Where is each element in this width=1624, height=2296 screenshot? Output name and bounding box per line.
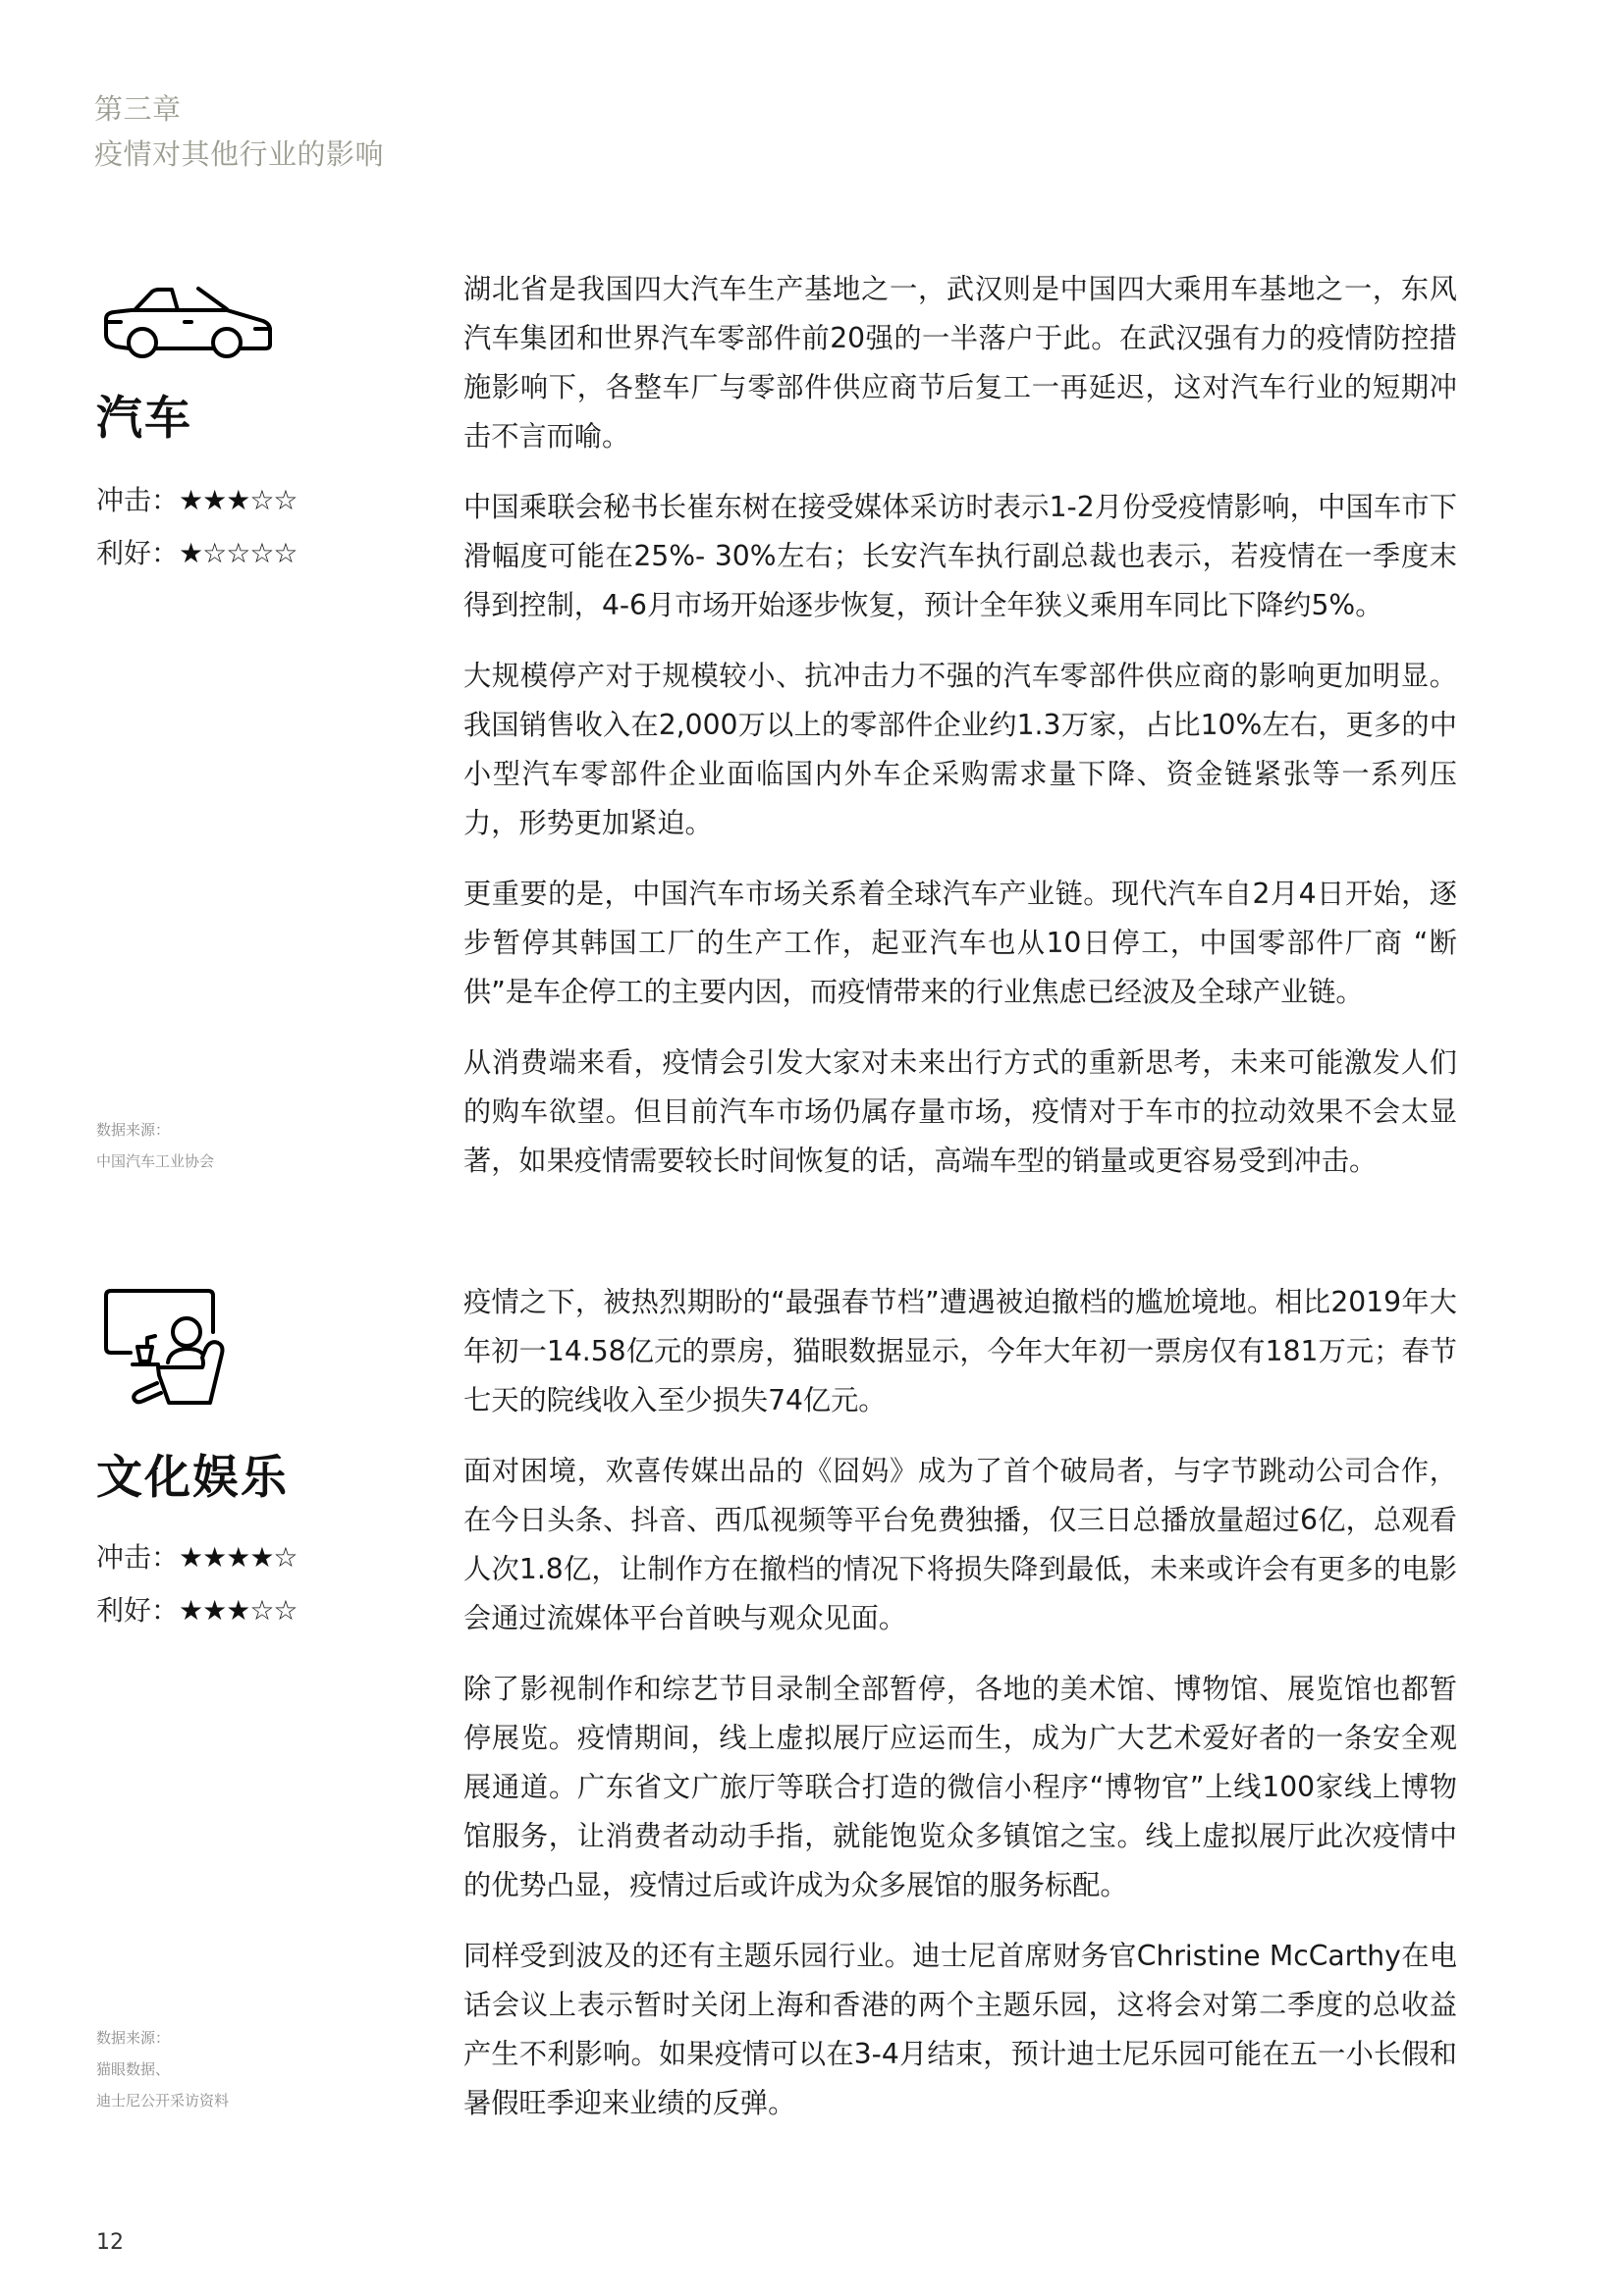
data-source-note [96,1114,214,1177]
section-automobile-body [463,265,1457,1207]
impact-rating [96,474,410,527]
benefit-label: 利好： [96,1594,180,1627]
data-source-item: 迪士尼公开采访资料 [96,2092,230,2109]
data-source-note [96,2022,229,2116]
car-icon [96,278,283,366]
paragraph: 面对困境，欢喜传媒出品的《囧妈》成为了首个破局者，与字节跳动公司合作，在今日头条、抖音、西瓜视频等平台免费独播，仅三日总播放量超过6亿，总观看人次1.8亿，让制作方在撤档的情况下将损失降到最低，未来或许会有更多的电影会通过流媒体平台首映与观众见面。 [463,1455,1457,1634]
data-source-label: 数据来源： [96,1121,171,1139]
rating-block [96,1531,410,1637]
impact-label: 冲击： [96,1541,180,1574]
chapter-subtitle: 疫情对其他行业的影响 [94,137,385,171]
paragraph: 大规模停产对于规模较小、抗冲击力不强的汽车零部件供应商的影响更加明显。我国销售收入在2,000万以上的零部件企业约1.3万家，占比10%左右，更多的中小型汽车零部件企业面临国内外车企采购需求量下降、资金链紧张等一系列压力，形势更加紧迫。 [463,660,1457,839]
paragraph: 湖北省是我国四大汽车生产基地之一，武汉则是中国四大乘用车基地之一，东风汽车集团和世界汽车零部件前20强的一半落户于此。在武汉强有力的疫情防控措施影响下，各整车厂与零部件供应商节后复工一再延迟，这对汽车行业的短期冲击不言而喻。 [463,273,1457,453]
star-rating-icon: ★★★★☆ [179,1541,298,1574]
benefit-rating [96,527,410,580]
chapter-header [94,86,384,177]
star-rating-icon: ★★★☆☆ [179,484,298,516]
impact-label: 冲击： [96,484,180,516]
data-source-label: 数据来源： [96,2029,171,2047]
chapter-number: 第三章 [94,92,182,126]
benefit-rating [96,1584,410,1637]
paragraph: 除了影视制作和综艺节目录制全部暂停，各地的美术馆、博物馆、展览馆也都暂停展览。疫情期间，线上虚拟展厅应运而生，成为广大艺术爱好者的一条安全观展通道。广东省文广旅厅等联合打造的微信小程序“博物官”上线100家线上博物馆服务，让消费者动动手指，就能饱览众多镇馆之宝。线上虚拟展厅此次疫情中的优势凸显，疫情过后或许成为众多展馆的服务标配。 [463,1673,1457,1901]
impact-rating [96,1531,410,1584]
section-title: 汽车 [96,392,192,446]
section-title: 文化娱乐 [96,1451,289,1505]
benefit-label: 利好： [96,537,180,569]
section-entertainment-body [463,1278,1457,2150]
movie-viewer-icon [96,1281,234,1414]
data-source-item: 中国汽车工业协会 [96,1152,215,1170]
paragraph: 从消费端来看，疫情会引发大家对未来出行方式的重新思考，未来可能激发人们的购车欲望。但目前汽车市场仍属存量市场，疫情对于车市的拉动效果不会太显著，如果疫情需要较长时间恢复的话，高端车型的销量或更容易受到冲击。 [463,1046,1457,1177]
star-rating-icon: ★★★☆☆ [179,1594,298,1627]
rating-block [96,474,410,580]
star-rating-icon: ★☆☆☆☆ [179,537,298,569]
section-automobile-sidebar [96,278,410,580]
page-number: 12 [96,2230,124,2255]
paragraph: 同样受到波及的还有主题乐园行业。迪士尼首席财务官Christine McCarthy在电话会议上表示暂时关闭上海和香港的两个主题乐园，这将会对第二季度的总收益产生不利影响。如果疫情可以在3-4月结束，预计迪士尼乐园可能在五一小长假和暑假旺季迎来业绩的反弹。 [463,1940,1457,2119]
section-entertainment-sidebar [96,1281,410,1637]
data-source-item: 猫眼数据、 [96,2060,171,2078]
paragraph: 疫情之下，被热烈期盼的“最强春节档”遭遇被迫撤档的尴尬境地。相比2019年大年初一14.58亿元的票房，猫眼数据显示，今年大年初一票房仅有181万元；春节七天的院线收入至少损失74亿元。 [463,1286,1457,1416]
paragraph: 中国乘联会秘书长崔东树在接受媒体采访时表示1-2月份受疫情影响，中国车市下滑幅度可能在25%- 30%左右；长安汽车执行副总裁也表示，若疫情在一季度末得到控制，4-6月市场开始逐步恢复，预计全年狭义乘用车同比下降约5%。 [463,491,1457,621]
paragraph: 更重要的是，中国汽车市场关系着全球汽车产业链。现代汽车自2月4日开始，逐步暂停其韩国工厂的生产工作，起亚汽车也从10日停工，中国零部件厂商 “断供”是车企停工的主要内因，而疫情带来的行业焦虑已经波及全球产业链。 [463,878,1457,1008]
